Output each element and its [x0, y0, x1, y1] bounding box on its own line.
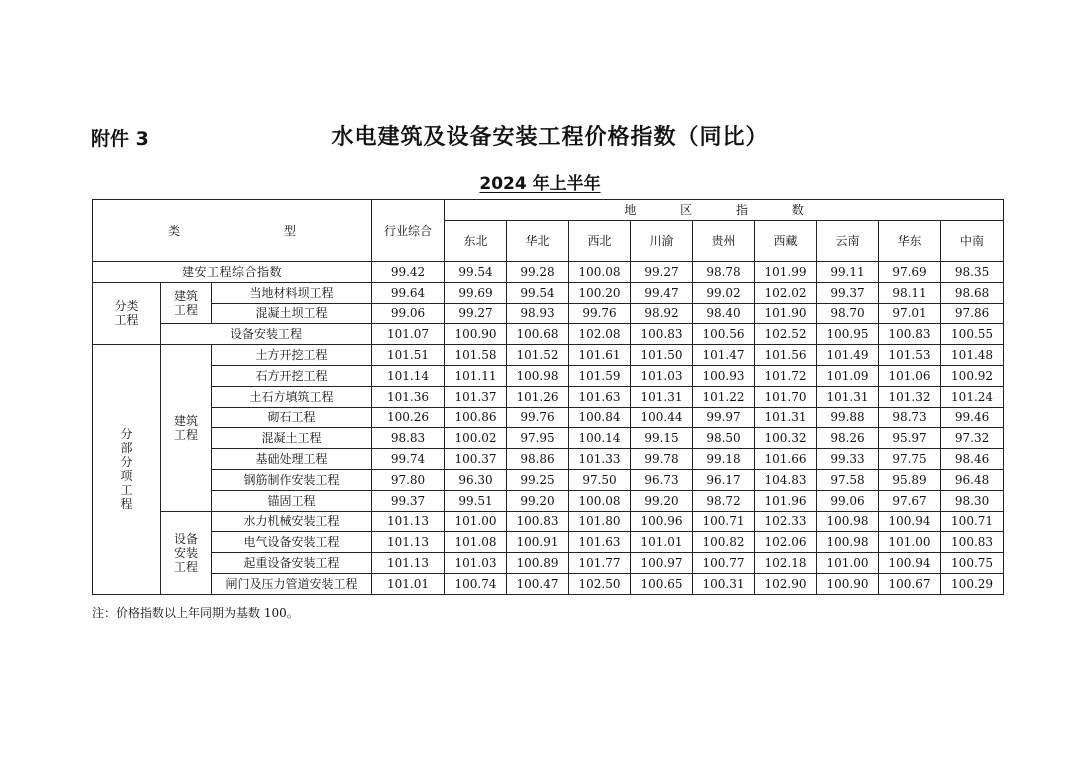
region-value-5: 101.31	[755, 407, 817, 428]
table-row	[93, 365, 1004, 386]
region-value-0: 99.54	[445, 262, 507, 283]
region-value-8: 98.46	[941, 449, 1004, 470]
region-value-5: 102.02	[755, 282, 817, 303]
region-header-4: 贵州	[693, 221, 755, 262]
region-value-2: 100.84	[569, 407, 631, 428]
row-name: 建安工程综合指数	[93, 262, 372, 283]
region-value-6: 100.98	[817, 511, 879, 532]
region-value-8: 100.83	[941, 532, 1004, 553]
region-value-1: 101.52	[507, 345, 569, 366]
region-value-2: 97.50	[569, 469, 631, 490]
region-value-8: 96.48	[941, 469, 1004, 490]
type-header-left: 类	[168, 223, 181, 238]
region-index-header: 地 区 指 数	[445, 200, 1004, 221]
region-value-7: 98.73	[879, 407, 941, 428]
region-value-1: 98.86	[507, 449, 569, 470]
region-value-2: 101.33	[569, 449, 631, 470]
table-row	[93, 324, 1004, 345]
industry-value: 99.06	[372, 303, 445, 324]
region-header-8: 中南	[941, 221, 1004, 262]
region-value-7: 97.01	[879, 303, 941, 324]
region-value-4: 98.78	[693, 262, 755, 283]
region-value-7: 95.97	[879, 428, 941, 449]
group-building: 建筑 工程	[161, 282, 212, 324]
region-value-8: 100.92	[941, 365, 1004, 386]
table-row	[93, 345, 1004, 366]
region-value-0: 101.00	[445, 511, 507, 532]
region-value-6: 99.37	[817, 282, 879, 303]
region-value-4: 100.71	[693, 511, 755, 532]
table-row	[93, 282, 1004, 303]
region-value-8: 100.55	[941, 324, 1004, 345]
region-value-3: 99.78	[631, 449, 693, 470]
region-value-2: 100.20	[569, 282, 631, 303]
row-name: 土石方填筑工程	[212, 386, 372, 407]
industry-value: 101.01	[372, 573, 445, 594]
region-value-3: 96.73	[631, 469, 693, 490]
industry-value: 101.07	[372, 324, 445, 345]
region-header-5: 西藏	[755, 221, 817, 262]
region-value-3: 98.92	[631, 303, 693, 324]
region-value-1: 99.20	[507, 490, 569, 511]
page-title: 水电建筑及设备安装工程价格指数（同比）	[331, 125, 769, 150]
region-value-5: 102.18	[755, 553, 817, 574]
region-value-1: 100.89	[507, 553, 569, 574]
region-value-3: 100.44	[631, 407, 693, 428]
region-value-0: 99.51	[445, 490, 507, 511]
region-value-5: 101.96	[755, 490, 817, 511]
region-value-0: 99.27	[445, 303, 507, 324]
region-value-1: 97.95	[507, 428, 569, 449]
industry-value: 101.51	[372, 345, 445, 366]
region-value-8: 97.32	[941, 428, 1004, 449]
region-value-7: 101.06	[879, 365, 941, 386]
region-value-6: 99.33	[817, 449, 879, 470]
table-row	[93, 303, 1004, 324]
region-value-4: 98.40	[693, 303, 755, 324]
row-name: 当地材料坝工程	[212, 282, 372, 303]
region-value-0: 100.86	[445, 407, 507, 428]
region-value-5: 101.72	[755, 365, 817, 386]
table-row	[93, 428, 1004, 449]
region-value-7: 97.69	[879, 262, 941, 283]
region-value-6: 99.11	[817, 262, 879, 283]
region-value-7: 101.53	[879, 345, 941, 366]
industry-value: 101.14	[372, 365, 445, 386]
region-value-2: 101.61	[569, 345, 631, 366]
region-value-5: 101.90	[755, 303, 817, 324]
row-name: 基础处理工程	[212, 449, 372, 470]
row-name: 水力机械安装工程	[212, 511, 372, 532]
region-value-6: 100.90	[817, 573, 879, 594]
region-value-6: 101.49	[817, 345, 879, 366]
region-value-4: 100.77	[693, 553, 755, 574]
row-name: 钢筋制作安装工程	[212, 469, 372, 490]
region-value-5: 102.06	[755, 532, 817, 553]
region-value-3: 100.97	[631, 553, 693, 574]
region-value-6: 98.26	[817, 428, 879, 449]
page-subtitle: 2024 年上半年	[479, 174, 601, 194]
region-value-4: 98.72	[693, 490, 755, 511]
row-name: 土方开挖工程	[212, 345, 372, 366]
region-value-7: 100.94	[879, 553, 941, 574]
region-value-8: 99.46	[941, 407, 1004, 428]
region-value-0: 101.03	[445, 553, 507, 574]
type-header-right: 型	[283, 223, 296, 238]
region-value-3: 100.83	[631, 324, 693, 345]
industry-value: 101.36	[372, 386, 445, 407]
region-value-8: 98.35	[941, 262, 1004, 283]
region-value-3: 99.27	[631, 262, 693, 283]
region-value-7: 100.94	[879, 511, 941, 532]
region-value-2: 102.50	[569, 573, 631, 594]
region-value-7: 97.67	[879, 490, 941, 511]
region-value-7: 95.89	[879, 469, 941, 490]
region-value-1: 99.25	[507, 469, 569, 490]
region-value-1: 100.91	[507, 532, 569, 553]
region-value-6: 99.06	[817, 490, 879, 511]
region-value-3: 99.47	[631, 282, 693, 303]
table-row	[93, 511, 1004, 532]
industry-value: 99.64	[372, 282, 445, 303]
footnote: 注：价格指数以上年同期为基数 100。	[92, 606, 299, 620]
region-value-2: 101.63	[569, 532, 631, 553]
industry-value: 99.37	[372, 490, 445, 511]
region-value-1: 100.83	[507, 511, 569, 532]
region-value-4: 98.50	[693, 428, 755, 449]
row-name: 锚固工程	[212, 490, 372, 511]
region-value-8: 100.71	[941, 511, 1004, 532]
region-value-8: 98.68	[941, 282, 1004, 303]
region-value-6: 99.88	[817, 407, 879, 428]
region-value-4: 99.97	[693, 407, 755, 428]
table-row	[93, 386, 1004, 407]
table-row	[93, 553, 1004, 574]
row-name: 电气设备安装工程	[212, 532, 372, 553]
region-value-5: 101.56	[755, 345, 817, 366]
region-value-1: 98.93	[507, 303, 569, 324]
region-value-2: 100.08	[569, 490, 631, 511]
group-sub-project: 分 部 分 项 工 程	[93, 345, 161, 595]
region-value-8: 101.24	[941, 386, 1004, 407]
industry-value: 97.80	[372, 469, 445, 490]
row-name: 起重设备安装工程	[212, 553, 372, 574]
table-row	[93, 469, 1004, 490]
industry-value: 99.74	[372, 449, 445, 470]
region-value-4: 99.02	[693, 282, 755, 303]
region-value-0: 96.30	[445, 469, 507, 490]
region-value-5: 101.70	[755, 386, 817, 407]
region-value-7: 101.32	[879, 386, 941, 407]
table-row	[93, 490, 1004, 511]
region-value-2: 101.63	[569, 386, 631, 407]
region-value-0: 100.02	[445, 428, 507, 449]
region-value-2: 100.14	[569, 428, 631, 449]
table-row	[93, 262, 1004, 283]
region-value-7: 101.00	[879, 532, 941, 553]
region-value-4: 96.17	[693, 469, 755, 490]
region-value-0: 101.11	[445, 365, 507, 386]
region-value-8: 98.30	[941, 490, 1004, 511]
region-value-2: 101.77	[569, 553, 631, 574]
region-value-2: 99.76	[569, 303, 631, 324]
region-value-2: 102.08	[569, 324, 631, 345]
region-value-1: 99.76	[507, 407, 569, 428]
region-value-1: 100.98	[507, 365, 569, 386]
region-value-3: 99.15	[631, 428, 693, 449]
region-value-1: 99.28	[507, 262, 569, 283]
region-value-0: 100.74	[445, 573, 507, 594]
region-value-3: 101.31	[631, 386, 693, 407]
region-value-4: 101.22	[693, 386, 755, 407]
region-value-7: 97.75	[879, 449, 941, 470]
region-value-7: 98.11	[879, 282, 941, 303]
region-value-0: 101.08	[445, 532, 507, 553]
region-value-7: 100.83	[879, 324, 941, 345]
region-value-3: 100.65	[631, 573, 693, 594]
row-name: 设备安装工程	[161, 324, 372, 345]
group-equipment: 设备 安装 工程	[161, 511, 212, 594]
region-value-2: 101.59	[569, 365, 631, 386]
region-value-8: 97.86	[941, 303, 1004, 324]
region-value-5: 101.99	[755, 262, 817, 283]
region-value-4: 100.82	[693, 532, 755, 553]
region-header-2: 西北	[569, 221, 631, 262]
region-value-2: 101.80	[569, 511, 631, 532]
region-value-5: 102.33	[755, 511, 817, 532]
type-header	[93, 200, 372, 262]
attachment-label: 附件 3	[91, 128, 149, 150]
industry-value: 101.13	[372, 511, 445, 532]
region-header-7: 华东	[879, 221, 941, 262]
region-value-0: 101.58	[445, 345, 507, 366]
region-header-1: 华北	[507, 221, 569, 262]
industry-value: 100.26	[372, 407, 445, 428]
region-value-3: 100.96	[631, 511, 693, 532]
region-value-8: 101.48	[941, 345, 1004, 366]
table-row	[93, 532, 1004, 553]
region-header-3: 川渝	[631, 221, 693, 262]
row-name: 混凝土工程	[212, 428, 372, 449]
region-value-6: 100.95	[817, 324, 879, 345]
region-value-0: 100.37	[445, 449, 507, 470]
region-value-2: 100.08	[569, 262, 631, 283]
industry-value: 101.13	[372, 532, 445, 553]
price-index-table	[92, 199, 1004, 595]
industry-value: 101.13	[372, 553, 445, 574]
region-value-6: 101.31	[817, 386, 879, 407]
industry-header: 行业综合	[372, 200, 445, 262]
region-value-4: 100.93	[693, 365, 755, 386]
row-name: 石方开挖工程	[212, 365, 372, 386]
region-value-6: 101.09	[817, 365, 879, 386]
region-value-5: 101.66	[755, 449, 817, 470]
region-value-4: 101.47	[693, 345, 755, 366]
region-value-4: 100.31	[693, 573, 755, 594]
region-value-8: 100.29	[941, 573, 1004, 594]
group-sub-building: 建筑 工程	[161, 345, 212, 511]
industry-value: 99.42	[372, 262, 445, 283]
region-value-5: 102.90	[755, 573, 817, 594]
region-value-7: 100.67	[879, 573, 941, 594]
region-value-3: 99.20	[631, 490, 693, 511]
region-value-3: 101.01	[631, 532, 693, 553]
region-header-0: 东北	[445, 221, 507, 262]
region-header-6: 云南	[817, 221, 879, 262]
region-value-6: 98.70	[817, 303, 879, 324]
region-value-5: 104.83	[755, 469, 817, 490]
region-value-6: 100.98	[817, 532, 879, 553]
region-value-1: 100.47	[507, 573, 569, 594]
table-row	[93, 449, 1004, 470]
region-value-8: 100.75	[941, 553, 1004, 574]
region-value-0: 99.69	[445, 282, 507, 303]
region-value-5: 102.52	[755, 324, 817, 345]
region-value-1: 101.26	[507, 386, 569, 407]
table-row	[93, 573, 1004, 594]
region-value-0: 101.37	[445, 386, 507, 407]
region-value-1: 100.68	[507, 324, 569, 345]
region-value-1: 99.54	[507, 282, 569, 303]
table-row	[93, 407, 1004, 428]
row-name: 闸门及压力管道安装工程	[212, 573, 372, 594]
row-name: 混凝土坝工程	[212, 303, 372, 324]
region-value-6: 97.58	[817, 469, 879, 490]
row-name: 砌石工程	[212, 407, 372, 428]
region-value-4: 100.56	[693, 324, 755, 345]
region-value-3: 101.50	[631, 345, 693, 366]
group-category: 分类 工程	[93, 282, 161, 344]
industry-value: 98.83	[372, 428, 445, 449]
region-value-3: 101.03	[631, 365, 693, 386]
region-value-6: 101.00	[817, 553, 879, 574]
region-value-5: 100.32	[755, 428, 817, 449]
region-value-0: 100.90	[445, 324, 507, 345]
region-value-4: 99.18	[693, 449, 755, 470]
